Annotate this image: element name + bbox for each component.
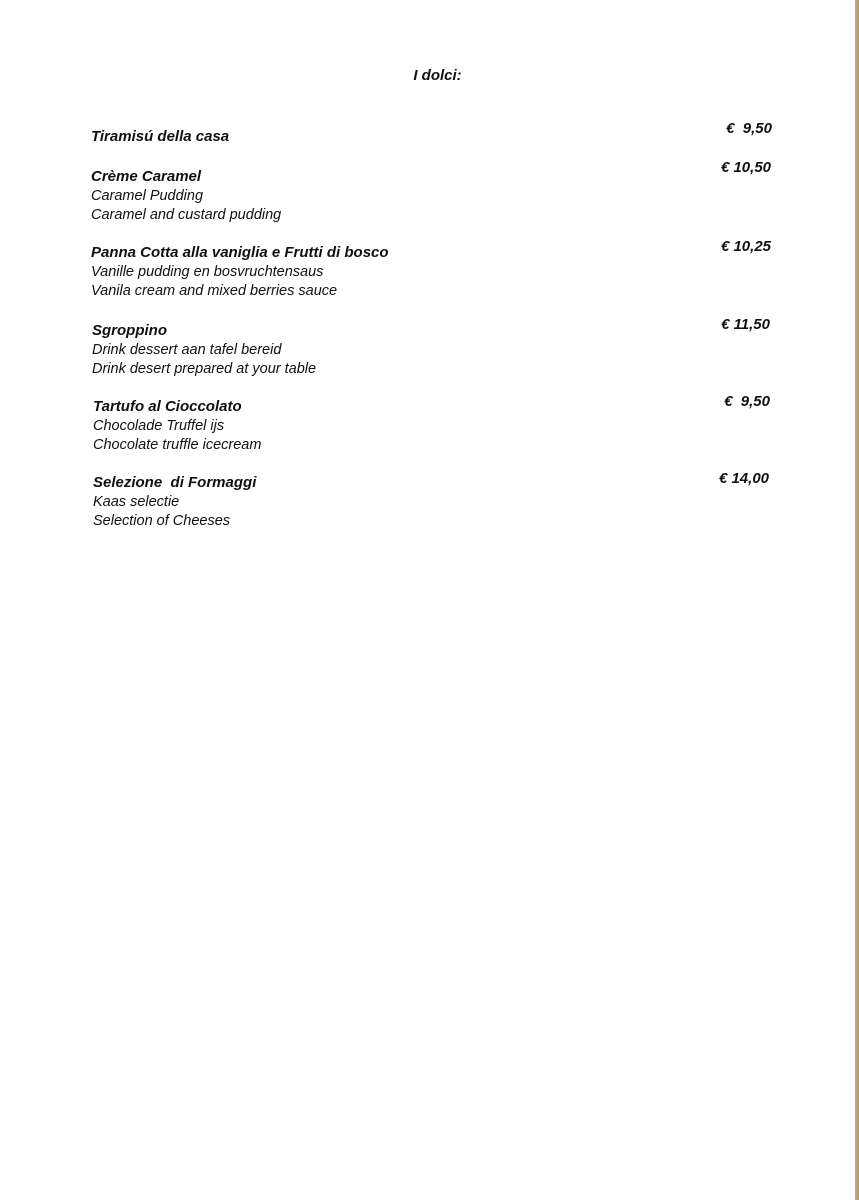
menu-item-translation-en: Chocolate truffle icecream	[93, 437, 262, 453]
menu-section-title: I dolci:	[413, 67, 462, 84]
menu-item-name: Selezione di Formaggi	[93, 474, 257, 491]
menu-item-price: € 10,50	[720, 159, 771, 176]
menu-item-translation-en: Caramel and custard pudding	[91, 207, 282, 223]
menu-item-price: € 11,50	[721, 316, 770, 333]
menu-item-panna-cotta	[91, 243, 691, 301]
menu-item-creme-caramel	[91, 167, 691, 225]
menu-item-sgroppino	[92, 321, 692, 379]
menu-item-price: € 9,50	[726, 120, 772, 137]
menu-item-translation-en: Vanila cream and mixed berries sauce	[91, 283, 338, 299]
menu-item-name: Panna Cotta alla vaniglia e Frutti di bosco	[91, 244, 389, 261]
menu-item-translation-nl: Caramel Pudding	[91, 188, 204, 204]
menu-item-formaggi	[93, 473, 693, 531]
menu-item-name: Crème Caramel	[91, 168, 202, 185]
menu-item-translation-nl: Kaas selectie	[93, 494, 180, 510]
menu-item-tiramisu	[91, 127, 691, 147]
menu-item-name: Tiramisú della casa	[91, 128, 230, 145]
menu-item-tartufo	[93, 397, 693, 455]
menu-item-translation-nl: Vanille pudding en bosvruchtensaus	[91, 264, 324, 280]
menu-item-translation-en: Selection of Cheeses	[93, 513, 231, 529]
menu-item-translation-nl: Chocolade Truffel ijs	[93, 418, 225, 434]
menu-item-price: € 14,00	[718, 470, 769, 487]
menu-item-translation-en: Drink desert prepared at your table	[92, 361, 317, 377]
menu-item-translation-nl: Drink dessert aan tafel bereid	[92, 342, 282, 358]
menu-item-name: Sgroppino	[92, 322, 167, 339]
page-edge	[855, 0, 857, 1200]
menu-item-price: € 10,25	[720, 238, 771, 255]
menu-item-price: € 9,50	[724, 393, 770, 410]
menu-item-name: Tartufo al Cioccolato	[93, 398, 242, 415]
